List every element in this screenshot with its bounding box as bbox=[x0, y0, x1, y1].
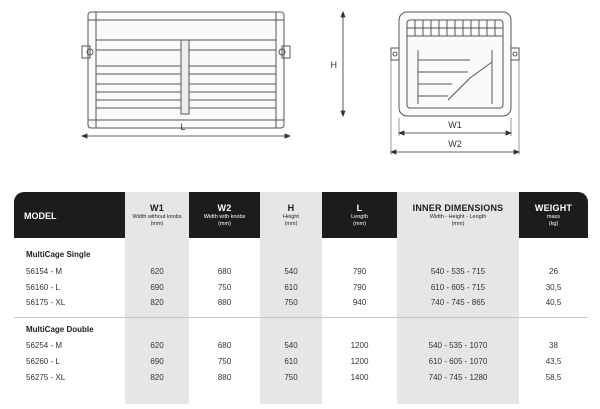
cell-weight: 30,5 bbox=[545, 283, 562, 292]
dimension-H bbox=[341, 12, 345, 116]
header-l bbox=[322, 192, 397, 238]
header-inner-unit: (mm) bbox=[451, 221, 465, 227]
header-weight-unit: (kg) bbox=[548, 221, 559, 227]
header-inner bbox=[397, 192, 519, 238]
cell-model: 56275 - XL bbox=[26, 373, 66, 382]
cell-weight: 58,5 bbox=[545, 373, 562, 382]
cell-inner: 540 - 535 - 715 bbox=[430, 267, 486, 276]
cell-model: 56175 - XL bbox=[26, 298, 66, 307]
cell-inner: 610 - 605 - 1070 bbox=[428, 357, 488, 366]
cell-w2: 750 bbox=[217, 357, 232, 366]
header-model: MODEL bbox=[24, 211, 57, 221]
header-w1-unit: (mm) bbox=[150, 221, 164, 227]
cell-inner: 740 - 745 - 1280 bbox=[428, 373, 488, 382]
header-h-unit: (mm) bbox=[284, 221, 298, 227]
cell-w1: 820 bbox=[150, 373, 164, 382]
cell-w2: 680 bbox=[217, 267, 232, 276]
cell-weight: 43,5 bbox=[545, 357, 562, 366]
label-L: L bbox=[180, 122, 186, 132]
cell-w1: 690 bbox=[150, 283, 164, 292]
header-h-title: H bbox=[287, 202, 295, 213]
front-view bbox=[391, 12, 519, 116]
cell-l: 940 bbox=[352, 298, 367, 307]
cell-inner: 610 - 605 - 715 bbox=[430, 283, 486, 292]
header-w2-unit: (mm) bbox=[218, 221, 231, 227]
label-W2: W2 bbox=[448, 139, 462, 149]
group-title-double: MultiCage Double bbox=[26, 325, 94, 334]
header-l-title: L bbox=[356, 202, 363, 213]
cell-model: 56160 - L bbox=[26, 283, 60, 292]
cell-h: 540 bbox=[284, 341, 298, 350]
header-w2-title: W2 bbox=[217, 202, 232, 213]
header-w2-sub: Width with knobs bbox=[203, 213, 246, 220]
cell-l: 1200 bbox=[350, 357, 369, 366]
cell-h: 540 bbox=[284, 267, 298, 276]
header-weight-title: WEIGHT bbox=[534, 202, 573, 213]
cell-w2: 680 bbox=[217, 341, 232, 350]
header-inner-title: INNER DIMENSIONS bbox=[412, 202, 504, 213]
header-w1 bbox=[125, 192, 189, 238]
header-l-unit: (mm) bbox=[353, 221, 366, 227]
header-w1-title: W1 bbox=[150, 202, 164, 213]
spec-table bbox=[14, 192, 588, 404]
header-w2 bbox=[189, 192, 260, 238]
header-weight bbox=[519, 192, 588, 238]
table-header bbox=[14, 192, 588, 238]
cell-w1: 620 bbox=[150, 341, 164, 350]
cell-w2: 750 bbox=[217, 283, 232, 292]
cell-h: 750 bbox=[284, 298, 298, 307]
group-divider bbox=[14, 317, 588, 318]
header-inner-sub: Width - Height - Length bbox=[429, 213, 487, 220]
label-W1: W1 bbox=[448, 120, 462, 130]
cell-inner: 740 - 745 - 865 bbox=[430, 298, 486, 307]
cell-l: 1200 bbox=[350, 341, 369, 350]
cell-w1: 820 bbox=[150, 298, 164, 307]
cell-weight: 40,5 bbox=[545, 298, 562, 307]
header-w1-sub: Width without knobs bbox=[132, 213, 182, 220]
label-H: H bbox=[330, 60, 337, 70]
side-view bbox=[82, 12, 290, 128]
cell-model: 56260 - L bbox=[26, 357, 60, 366]
cell-inner: 540 - 535 - 1070 bbox=[428, 341, 488, 350]
cell-w1: 690 bbox=[150, 357, 164, 366]
header-weight-sub: mass bbox=[546, 213, 561, 220]
header-l-sub: Length bbox=[351, 213, 368, 220]
dimension-L bbox=[82, 134, 290, 138]
group-title-single: MultiCage Single bbox=[26, 250, 91, 259]
cell-h: 750 bbox=[284, 373, 298, 382]
cell-weight: 38 bbox=[549, 341, 558, 350]
header-h bbox=[260, 192, 322, 238]
cell-h: 610 bbox=[284, 283, 298, 292]
cell-h: 610 bbox=[284, 357, 298, 366]
cell-l: 790 bbox=[352, 267, 367, 276]
cell-l: 790 bbox=[352, 283, 367, 292]
cell-w2: 880 bbox=[217, 373, 232, 382]
cell-model: 56254 - M bbox=[26, 341, 63, 350]
cell-w2: 880 bbox=[217, 298, 232, 307]
cage-technical-drawing bbox=[0, 0, 600, 195]
cell-l: 1400 bbox=[350, 373, 369, 382]
header-h-sub: Height bbox=[283, 213, 299, 220]
cell-w1: 620 bbox=[150, 267, 164, 276]
cell-weight: 26 bbox=[549, 267, 558, 276]
cell-model: 56154 - M bbox=[26, 267, 63, 276]
